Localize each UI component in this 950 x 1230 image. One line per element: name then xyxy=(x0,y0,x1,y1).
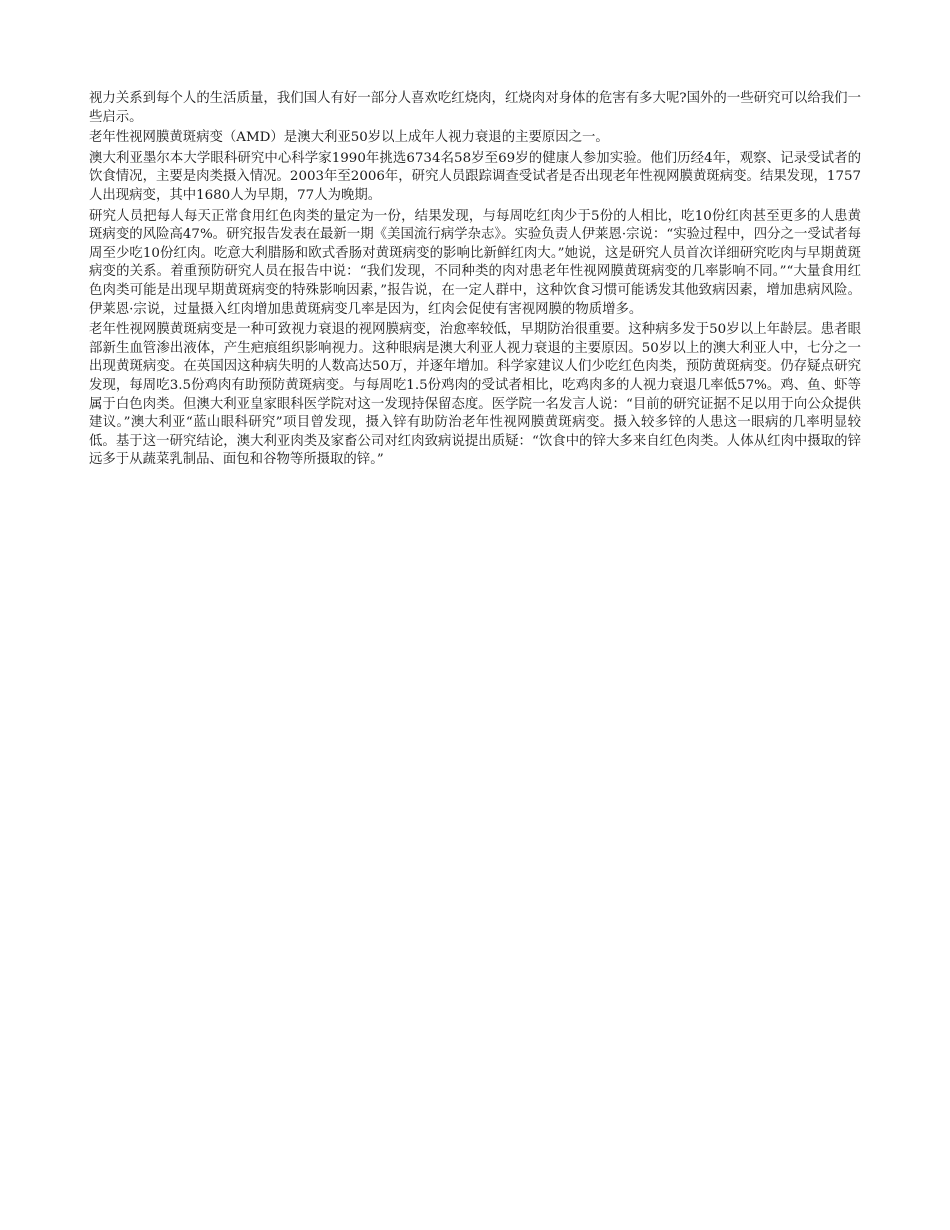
paragraph-amd-definition: 老年性视网膜黄斑病变（AMD）是澳大利亚50岁以上成年人视力衰退的主要原因之一。 xyxy=(89,130,609,146)
document-body xyxy=(89,90,861,472)
paragraph-intro: 视力关系到每个人的生活质量，我们国人有好一部分人喜欢吃红烧肉，红烧肉对身体的危害有多大呢?国外的一些研究可以给我们一些启示。 xyxy=(89,91,861,125)
paragraph-disease-background: 老年性视网膜黄斑病变是一种可致视力衰退的视网膜病变，治愈率较低，早期防治很重要。这种病多发于50岁以上年龄层。患者眼部新生血管渗出液体，产生疤痕组织影响视力。这种眼病是澳大利亚人视力衰退的主要原因。50岁以上的澳大利亚人中，七分之一出现黄斑病变。在英国因这种病失明的人数高达50万，并逐年增加。科学家建议人们少吃红色肉类，预防黄斑病变。仍存疑点研究发现，每周吃3.5份鸡肉有助预防黄斑病变。与每周吃1.5份鸡肉的受试者相比，吃鸡肉多的人视力衰退几率低57%。鸡、鱼、虾等属于白色肉类。但澳大利亚皇家眼科医学院对这一发现持保留态度。医学院一名发言人说：“目前的研究证据不足以用于向公众提供建议。”澳大利亚“蓝山眼科研究”项目曾发现，摄入锌有助防治老年性视网膜黄斑病变。摄入较多锌的人患这一眼病的几率明显较低。基于这一研究结论，澳大利亚肉类及家畜公司对红肉致病说提出质疑：“饮食中的锌大多来自红色肉类。人体从红肉中摄取的锌远多于从蔬菜乳制品、面包和谷物等所摄取的锌。” xyxy=(89,322,861,468)
paragraph-red-meat-findings: 研究人员把每人每天正常食用红色肉类的量定为一份，结果发现，与每周吃红肉少于5份的人相比，吃10份红肉甚至更多的人患黄斑病变的风险高47%。研究报告发表在最新一期《美国流行病学杂志》。实验负责人伊莱恩·宗说：“实验过程中，四分之一受试者每周至少吃10份红肉。吃意大利腊肠和欧式香肠对黄斑病变的影响比新鲜红肉大。”她说，这是研究人员首次详细研究吃肉与早期黄斑病变的关系。着重预防研究人员在报告中说：“我们发现，不同种类的肉对患老年性视网膜黄斑病变的几率影响不同。”“大量食用红色肉类可能是出现早期黄斑病变的特殊影响因素，”报告说，在一定人群中，这种饮食习惯可能诱发其他致病因素，增加患病风险。伊莱恩·宗说，过量摄入红肉增加患黄斑病变几率是因为，红肉会促使有害视网膜的物质增多。 xyxy=(89,208,861,317)
paragraph-melbourne-study: 澳大利亚墨尔本大学眼科研究中心科学家1990年挑选6734名58岁至69岁的健康人参加实验。他们历经4年，观察、记录受试者的饮食情况，主要是肉类摄入情况。2003年至2006年，研究人员跟踪调查受试者是否出现老年性视网膜黄斑病变。结果发现，1757人出现病变，其中1680人为早期，77人为晚期。 xyxy=(89,150,861,203)
